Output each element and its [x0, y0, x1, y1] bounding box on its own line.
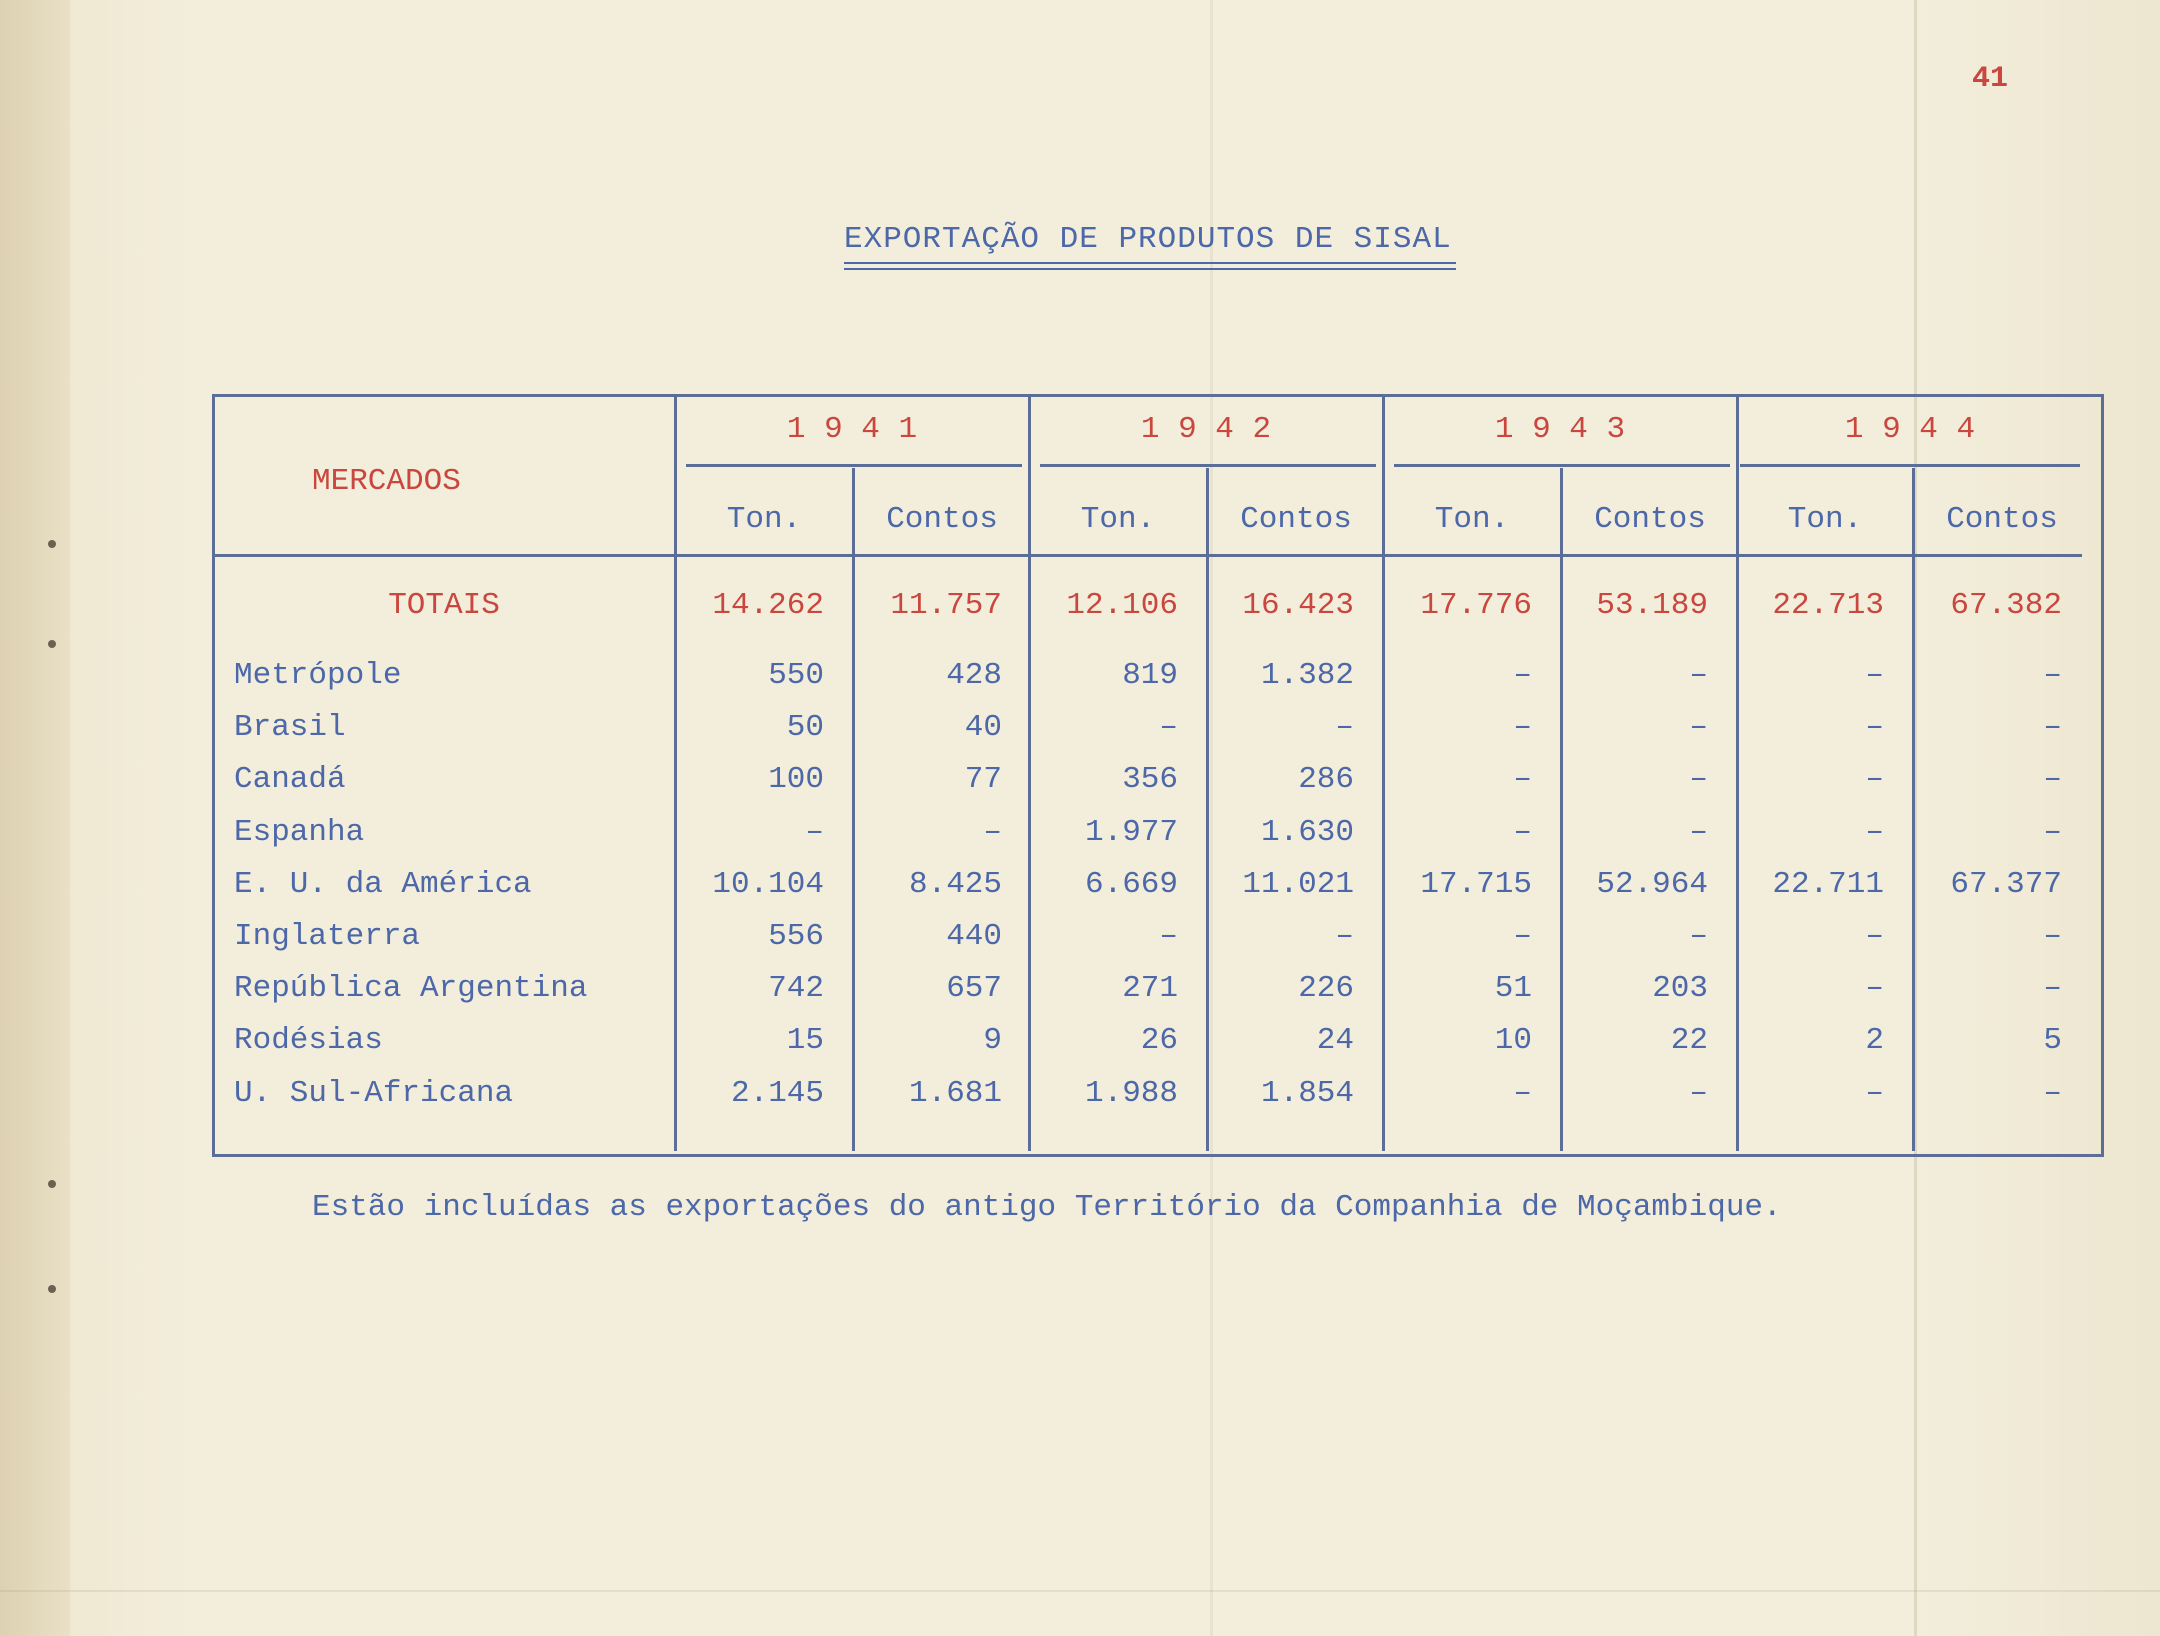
table-cell-value: 26 [1140, 1023, 1178, 1058]
market-name: República Argentina [234, 971, 588, 1006]
sub-header: Ton. [1787, 502, 1863, 537]
paper-fold [0, 1590, 2160, 1592]
table-cell-value: – [2043, 658, 2062, 693]
table-cell-value: 1.382 [1260, 658, 1354, 693]
table-cell-value: – [1689, 710, 1708, 745]
page-number: 41 [1972, 62, 2009, 96]
page-title: EXPORTAÇÃO DE PRODUTOS DE SISAL [844, 222, 1452, 257]
sub-header: Contos [886, 502, 998, 537]
table-cell-value: 428 [946, 658, 1002, 693]
table-cell-value: – [2043, 971, 2062, 1006]
table-cell-value: – [1689, 762, 1708, 797]
totals-value: 12.106 [1066, 588, 1178, 623]
table-cell-value: 1.977 [1084, 815, 1178, 850]
totals-value: 22.713 [1772, 588, 1884, 623]
table-cell-value: 742 [768, 971, 824, 1006]
totals-value: 67.382 [1950, 588, 2062, 623]
table-cell-value: – [1689, 1076, 1708, 1111]
table-cell-value: – [1865, 762, 1884, 797]
header-rule [212, 554, 2082, 557]
table-cell-value: 1.988 [1084, 1076, 1178, 1111]
market-name: E. U. da América [234, 867, 532, 902]
table-cell-value: – [1159, 710, 1178, 745]
table-cell-value: – [1335, 710, 1354, 745]
table-cell-value: 657 [946, 971, 1002, 1006]
table-cell-value: 15 [786, 1023, 824, 1058]
binding-hole [48, 1180, 56, 1188]
table-cell-value: – [1865, 710, 1884, 745]
year-header: 1 9 4 4 [1844, 412, 1976, 447]
market-name: Metrópole [234, 658, 402, 693]
sub-header: Ton. [1434, 502, 1510, 537]
table-cell-value: – [1689, 919, 1708, 954]
totals-value: 16.423 [1242, 588, 1354, 623]
sub-header: Ton. [726, 502, 802, 537]
table-cell-value: – [1689, 815, 1708, 850]
table-cell-value: 100 [768, 762, 824, 797]
table-cell-value: – [2043, 815, 2062, 850]
table-cell-value: 356 [1122, 762, 1178, 797]
table-cell-value: 67.377 [1950, 867, 2062, 902]
year-header: 1 9 4 3 [1494, 412, 1626, 447]
binding-edge [0, 0, 70, 1636]
table-cell-value: – [1513, 762, 1532, 797]
year-rule [1740, 464, 2080, 467]
binding-hole [48, 1285, 56, 1293]
table-cell-value: 77 [964, 762, 1002, 797]
table-cell-value: – [1159, 919, 1178, 954]
table-cell-value: 40 [964, 710, 1002, 745]
table-cell-value: – [1865, 815, 1884, 850]
market-name: Espanha [234, 815, 365, 850]
table-cell-value: 10 [1494, 1023, 1532, 1058]
table-cell-value: 50 [786, 710, 824, 745]
totals-value: 14.262 [712, 588, 824, 623]
totals-value: 11.757 [890, 588, 1002, 623]
table-cell-value: 286 [1298, 762, 1354, 797]
year-header: 1 9 4 1 [786, 412, 918, 447]
footnote: Estão incluídas as exportações do antigo Território da Companhia de Moçambique. [312, 1190, 1782, 1225]
sub-header: Contos [1240, 502, 1352, 537]
table-cell-value: 1.681 [908, 1076, 1002, 1111]
market-name: Inglaterra [234, 919, 421, 954]
table-cell-value: – [2043, 710, 2062, 745]
table-cell-value: 271 [1122, 971, 1178, 1006]
table-cell-value: – [1865, 971, 1884, 1006]
table-cell-value: 226 [1298, 971, 1354, 1006]
table-cell-value: 1.854 [1260, 1076, 1354, 1111]
totals-label: TOTAIS [388, 588, 500, 623]
table-cell-value: 203 [1652, 971, 1708, 1006]
market-name: Canadá [234, 762, 346, 797]
table-cell-value: 51 [1494, 971, 1532, 1006]
table-cell-value: 556 [768, 919, 824, 954]
table-cell-value: 1.630 [1260, 815, 1354, 850]
table-cell-value: 5 [2043, 1023, 2062, 1058]
table-cell-value: 6.669 [1084, 867, 1178, 902]
market-name: U. Sul-Africana [234, 1076, 514, 1111]
table-cell-value: 440 [946, 919, 1002, 954]
table-cell-value: – [2043, 1076, 2062, 1111]
table-cell-value: – [1865, 658, 1884, 693]
title-underline [844, 262, 1456, 264]
market-name: Rodésias [234, 1023, 383, 1058]
year-rule [1040, 464, 1376, 467]
table-cell-value: – [1865, 919, 1884, 954]
totals-value: 53.189 [1596, 588, 1708, 623]
table-cell-value: 550 [768, 658, 824, 693]
table-cell-value: – [805, 815, 824, 850]
sub-header: Contos [1594, 502, 1706, 537]
table-cell-value: – [2043, 919, 2062, 954]
table-cell-value: 22 [1670, 1023, 1708, 1058]
table-cell-value: 11.021 [1242, 867, 1354, 902]
table-cell-value: – [1513, 710, 1532, 745]
table-cell-value: 24 [1316, 1023, 1354, 1058]
year-header: 1 9 4 2 [1140, 412, 1272, 447]
table-cell-value: – [1865, 1076, 1884, 1111]
year-rule [1394, 464, 1730, 467]
table-cell-value: 2 [1865, 1023, 1884, 1058]
year-rule [686, 464, 1022, 467]
sub-header: Contos [1946, 502, 2058, 537]
binding-hole [48, 640, 56, 648]
table-cell-value: – [1513, 919, 1532, 954]
table-cell-value: – [1513, 658, 1532, 693]
binding-hole [48, 540, 56, 548]
title-underline [844, 268, 1456, 270]
table-cell-value: – [1513, 815, 1532, 850]
table-cell-value: 2.145 [730, 1076, 824, 1111]
table-cell-value: 819 [1122, 658, 1178, 693]
table-cell-value: 10.104 [712, 867, 824, 902]
totals-value: 17.776 [1420, 588, 1532, 623]
sub-header: Ton. [1080, 502, 1156, 537]
table-cell-value: – [1689, 658, 1708, 693]
table-cell-value: 9 [983, 1023, 1002, 1058]
table-cell-value: – [2043, 762, 2062, 797]
table-cell-value: 17.715 [1420, 867, 1532, 902]
row-header-label: MERCADOS [312, 464, 461, 499]
table-cell-value: – [983, 815, 1002, 850]
table-cell-value: 52.964 [1596, 867, 1708, 902]
table-cell-value: – [1513, 1076, 1532, 1111]
table-cell-value: 8.425 [908, 867, 1002, 902]
table-cell-value: 22.711 [1772, 867, 1884, 902]
market-name: Brasil [234, 710, 346, 745]
table-cell-value: – [1335, 919, 1354, 954]
